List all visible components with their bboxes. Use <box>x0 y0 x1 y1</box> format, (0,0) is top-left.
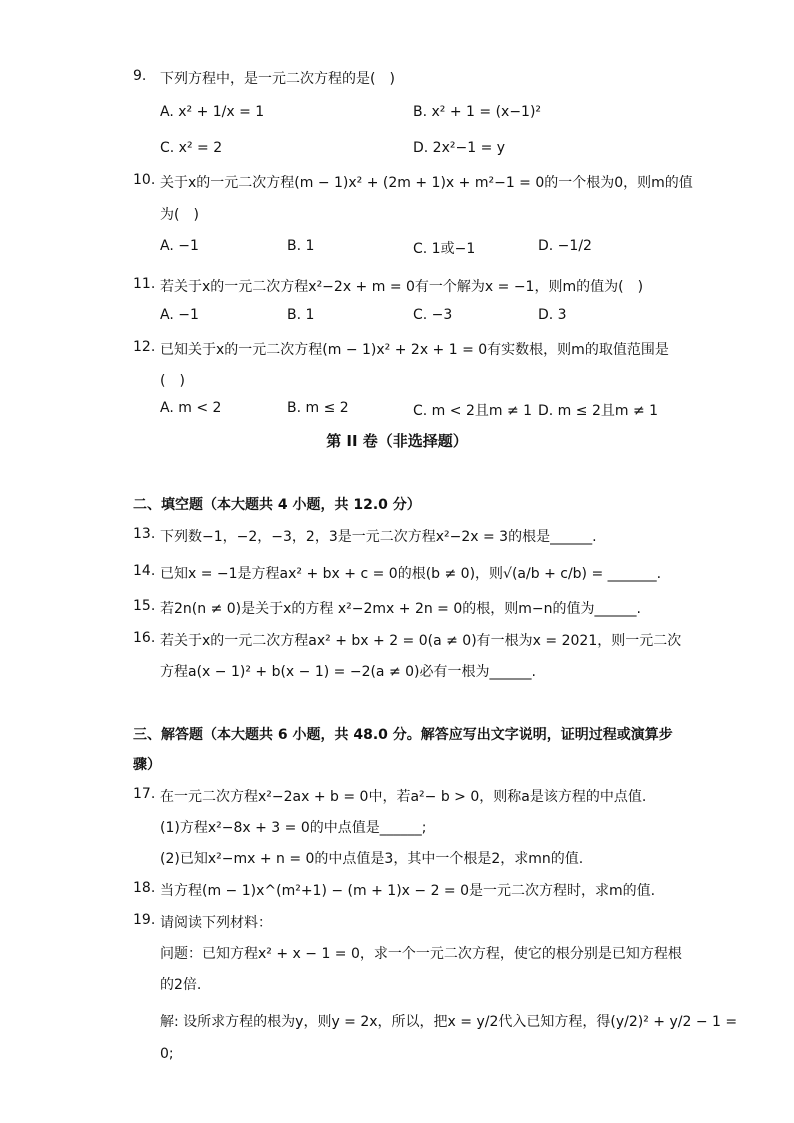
q10-option-a: A. −1 <box>160 238 199 254</box>
q18-number: 18. <box>133 880 156 896</box>
q12-option-a: A. m < 2 <box>160 400 222 416</box>
q11-option-d: D. 3 <box>538 307 567 323</box>
q14-stem: 已知x = −1是方程ax² + bx + c = 0的根(b ≠ 0)，则√(a/b + c/b) = _______. <box>160 566 662 582</box>
q11-option-c: C. −3 <box>413 307 453 323</box>
q12-number: 12. <box>133 339 156 355</box>
q16-stem-continued: 方程a(x − 1)² + b(x − 1) = −2(a ≠ 0)必有一根为______. <box>160 664 536 680</box>
q11-number: 11. <box>133 276 156 292</box>
q14-number: 14. <box>133 563 156 579</box>
q13-stem: 下列数−1，−2，−3，2，3是一元二次方程x²−2x = 3的根是______. <box>160 529 597 545</box>
q9-option-c: C. x² = 2 <box>160 140 223 156</box>
q11-option-a: A. −1 <box>160 307 199 323</box>
q9-option-b: B. x² + 1 = (x−1)² <box>413 104 542 120</box>
q12-option-d: D. m ≤ 2且m ≠ 1 <box>538 403 659 419</box>
section-answer-heading-continued: 骤） <box>133 757 161 773</box>
q19-solution-line-1: 解: 设所求方程的根为y，则y = 2x，所以，把x = y/2代入已知方程，得(y/2)² + y/2 − 1 = <box>160 1014 738 1030</box>
q13-number: 13. <box>133 526 156 542</box>
q12-option-c: C. m < 2且m ≠ 1 <box>413 403 533 419</box>
part-two-title: 第 II 卷（非选择题） <box>326 432 468 450</box>
q11-option-b: B. 1 <box>287 307 315 323</box>
q12-option-b: B. m ≤ 2 <box>287 400 349 416</box>
q9-option-a: A. x² + 1/x = 1 <box>160 104 265 120</box>
q10-option-d: D. −1/2 <box>538 238 592 254</box>
q10-stem: 关于x的一元二次方程(m − 1)x² + (2m + 1)x + m²−1 = 0的一个根为0，则m的值 <box>160 175 693 191</box>
q9-option-d: D. 2x²−1 = y <box>413 140 506 156</box>
q17-stem: 在一元二次方程x²−2ax + b = 0中，若a²− b > 0，则称a是该方程的中点值. <box>160 789 647 805</box>
q11-stem: 若关于x的一元二次方程x²−2x + m = 0有一个解为x = −1，则m的值为( ) <box>160 279 644 295</box>
section-fill-in-heading: 二、填空题（本大题共 4 小题，共 12.0 分） <box>133 497 421 513</box>
q19-problem-line-1: 问题：已知方程x² + x − 1 = 0，求一个一元二次方程，使它的根分别是已知方程根 <box>160 946 682 962</box>
q12-stem: 已知关于x的一元二次方程(m − 1)x² + 2x + 1 = 0有实数根，则m的取值范围是 <box>160 342 669 358</box>
q16-stem: 若关于x的一元二次方程ax² + bx + 2 = 0(a ≠ 0)有一根为x = 2021，则一元二次 <box>160 633 682 649</box>
q19-stem: 请阅读下列材料： <box>160 915 272 931</box>
q15-stem: 若2n(n ≠ 0)是关于x的方程 x²−2mx + 2n = 0的根，则m−n的值为______. <box>160 601 641 617</box>
q19-problem-line-2: 的2倍. <box>160 977 202 993</box>
q10-stem-continued: 为( ) <box>160 207 199 223</box>
q10-number: 10. <box>133 172 156 188</box>
q12-stem-continued: ( ) <box>160 373 185 389</box>
section-answer-heading: 三、解答题（本大题共 6 小题，共 48.0 分。解答应写出文字说明，证明过程或演算步 <box>133 727 673 743</box>
q19-number: 19. <box>133 912 156 928</box>
q17-number: 17. <box>133 786 156 802</box>
q10-option-c: C. 1或−1 <box>413 241 476 257</box>
q9-stem: 下列方程中，是一元二次方程的是( ) <box>160 71 395 87</box>
q9-number: 9. <box>133 68 147 84</box>
q17-part-2: (2)已知x²−mx + n = 0的中点值是3，其中一个根是2，求mn的值. <box>160 851 584 867</box>
q18-stem: 当方程(m − 1)x^(m²+1) − (m + 1)x − 2 = 0是一元二次方程时，求m的值. <box>160 883 656 899</box>
q19-solution-line-2: 0; <box>160 1046 174 1062</box>
q10-option-b: B. 1 <box>287 238 315 254</box>
q17-part-1: (1)方程x²−8x + 3 = 0的中点值是______; <box>160 820 427 836</box>
q15-number: 15. <box>133 598 156 614</box>
q16-number: 16. <box>133 630 156 646</box>
